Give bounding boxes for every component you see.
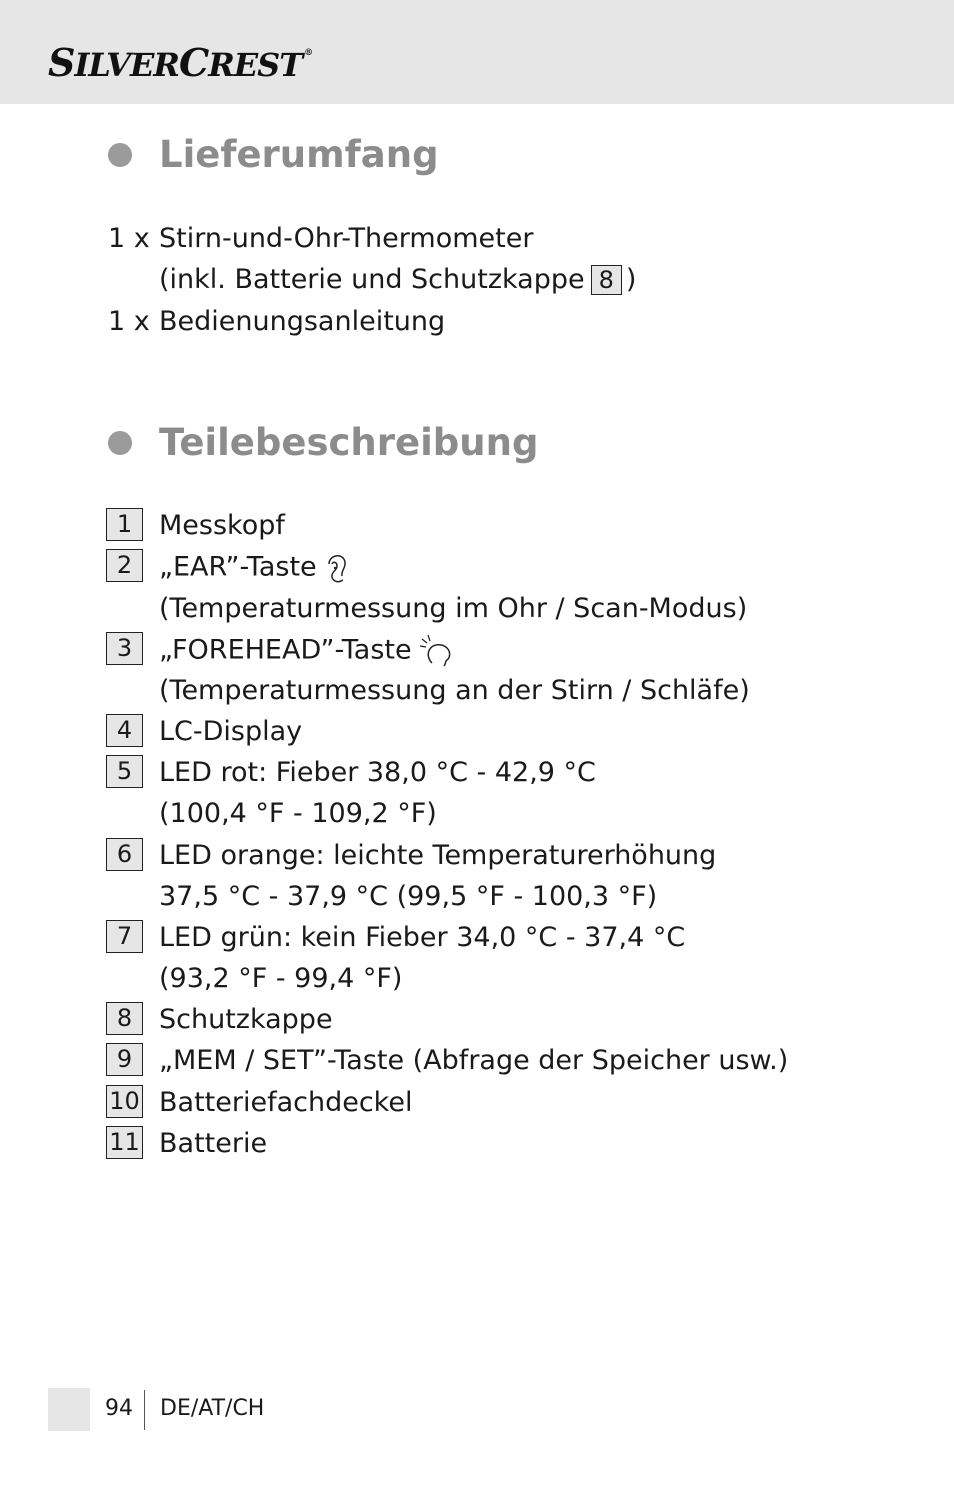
part-label: Batteriefachdeckel bbox=[159, 1087, 413, 1118]
section-heading-teilebeschreibung bbox=[108, 421, 538, 464]
bullet-icon bbox=[108, 431, 132, 455]
part-number-box: 11 bbox=[106, 1126, 143, 1159]
part-number-box: 3 bbox=[106, 632, 143, 665]
part-label: LED grün: kein Fieber 34,0 °C - 37,4 °C bbox=[159, 922, 686, 953]
forehead-icon bbox=[418, 633, 454, 669]
item-quantity: 1 x bbox=[108, 223, 150, 254]
part-label: „EAR”-Taste bbox=[159, 550, 351, 586]
part-number-box: 8 bbox=[106, 1002, 143, 1035]
region-label: DE/AT/CH bbox=[160, 1396, 265, 1421]
part-label: Messkopf bbox=[159, 510, 285, 541]
item-text-line: (inkl. Batterie und Schutzkappe 8 ) bbox=[159, 264, 637, 295]
part-label: „FOREHEAD”-Taste bbox=[159, 633, 454, 669]
part-label: LED orange: leichte Temperaturerhöhung bbox=[159, 840, 717, 871]
part-number-box: 6 bbox=[106, 838, 143, 871]
part-description: (Temperaturmessung im Ohr / Scan-Modus) bbox=[159, 593, 748, 624]
part-description: 37,5 °C - 37,9 °C (99,5 °F - 100,3 °F) bbox=[159, 881, 658, 912]
footer-marker bbox=[48, 1388, 90, 1431]
part-description: (100,4 °F - 109,2 °F) bbox=[159, 798, 437, 829]
section-heading-lieferumfang bbox=[108, 133, 439, 176]
part-label: „MEM / SET”-Taste (Abfrage der Speicher usw.) bbox=[159, 1045, 789, 1076]
part-number-box: 2 bbox=[106, 549, 143, 582]
brand-logo: SILVERCREST ® bbox=[48, 40, 313, 85]
part-number-box: 5 bbox=[106, 755, 143, 788]
part-label: Batterie bbox=[159, 1128, 268, 1159]
part-description: (93,2 °F - 99,4 °F) bbox=[159, 963, 403, 994]
part-number-box: 7 bbox=[106, 920, 143, 953]
page-header bbox=[0, 0, 954, 104]
ear-icon bbox=[323, 550, 351, 586]
part-number-box: 1 bbox=[106, 508, 143, 541]
part-label: Schutzkappe bbox=[159, 1004, 333, 1035]
section-title: Lieferumfang bbox=[159, 133, 439, 176]
part-description: (Temperaturmessung an der Stirn / Schläfe) bbox=[159, 675, 750, 706]
page-number: 94 bbox=[105, 1396, 133, 1421]
reference-box: 8 bbox=[591, 265, 622, 295]
item-text: Bedienungsanleitung bbox=[159, 306, 446, 337]
part-number-box: 9 bbox=[106, 1043, 143, 1076]
bullet-icon bbox=[108, 143, 132, 167]
item-quantity: 1 x bbox=[108, 306, 150, 337]
footer-divider bbox=[144, 1390, 145, 1430]
part-label: LC-Display bbox=[159, 716, 303, 747]
part-label: LED rot: Fieber 38,0 °C - 42,9 °C bbox=[159, 757, 596, 788]
item-text: Stirn-und-Ohr-Thermometer bbox=[159, 223, 534, 254]
section-title: Teilebeschreibung bbox=[159, 421, 539, 464]
part-number-box: 10 bbox=[106, 1085, 143, 1118]
part-number-box: 4 bbox=[106, 714, 143, 747]
